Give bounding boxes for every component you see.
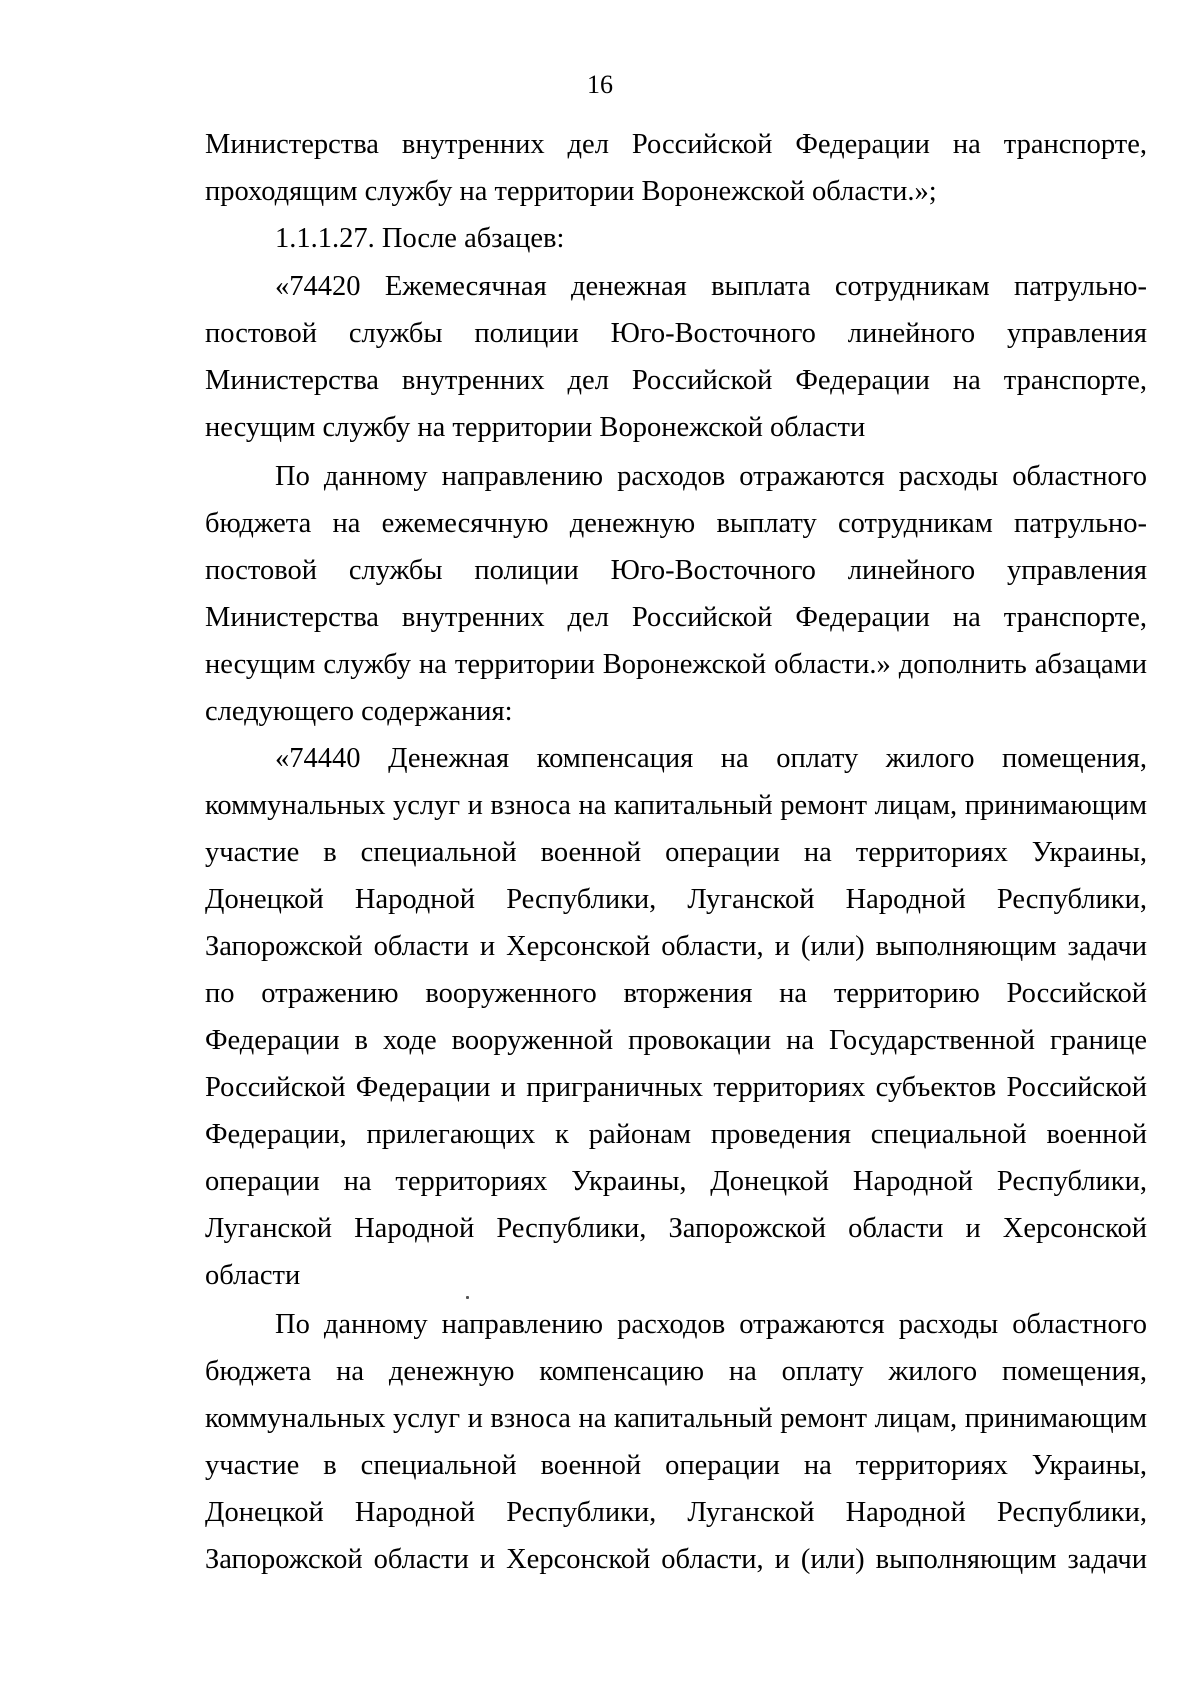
text-line: Министерства внутренних дел Российской Федерации на транспорте, [205, 129, 1147, 160]
text-line: Министерства внутренних дел Российской Федерации на транспорте, [205, 365, 1147, 396]
page-number: 16 [587, 70, 613, 99]
text-line: коммунальных услуг и взноса на капитальный ремонт лицам, принимающим [205, 790, 1147, 821]
text-line: Запорожской области и Херсонской области, и (или) выполняющим задачи [205, 931, 1147, 962]
text-line: Федерации в ходе вооруженной провокации на Государственной границе [205, 1025, 1147, 1056]
text-line: Запорожской области и Херсонской области, и (или) выполняющим задачи [205, 1544, 1147, 1575]
text-line: следующего содержания: [205, 696, 513, 727]
text-line: Федерации, прилегающих к районам проведения специальной военной [205, 1119, 1147, 1150]
text-line: Донецкой Народной Республики, Луганской Народной Республики, [205, 1497, 1147, 1528]
text-line: По данному направлению расходов отражаются расходы областного [275, 461, 1147, 492]
text-line: по отражению вооруженного вторжения на территорию Российской [205, 978, 1147, 1009]
text-line: 1.1.1.27. После абзацев: [275, 223, 565, 254]
text-line: операции на территориях Украины, Донецкой Народной Республики, [205, 1166, 1147, 1197]
text-line: проходящим службу на территории Воронежской области.»; [205, 176, 937, 207]
text-line: Донецкой Народной Республики, Луганской Народной Республики, [205, 884, 1147, 915]
text-line: участие в специальной военной операции на территориях Украины, [205, 1450, 1147, 1481]
text-line: постовой службы полиции Юго-Восточного линейного управления [205, 555, 1147, 586]
text-line: бюджета на ежемесячную денежную выплату сотрудникам патрульно- [205, 508, 1147, 539]
text-line: Российской Федерации и приграничных территориях субъектов Российской [205, 1072, 1147, 1103]
text-line: коммунальных услуг и взноса на капитальный ремонт лицам, принимающим [205, 1403, 1147, 1434]
text-line: области [205, 1260, 301, 1291]
text-line: бюджета на денежную компенсацию на оплату жилого помещения, [205, 1356, 1147, 1387]
text-line: Министерства внутренних дел Российской Федерации на транспорте, [205, 602, 1147, 633]
text-line: постовой службы полиции Юго-Восточного линейного управления [205, 318, 1147, 349]
text-line: «74420 Ежемесячная денежная выплата сотрудникам патрульно- [275, 271, 1147, 302]
scan-speck [466, 1296, 469, 1299]
text-line: Луганской Народной Республики, Запорожской области и Херсонской [205, 1213, 1147, 1244]
text-line: несущим службу на территории Воронежской области.» дополнить абзацами [205, 649, 1147, 680]
text-line: «74440 Денежная компенсация на оплату жилого помещения, [275, 743, 1147, 774]
text-line: По данному направлению расходов отражаются расходы областного [275, 1309, 1147, 1340]
text-line: несущим службу на территории Воронежской области [205, 412, 866, 443]
text-line: участие в специальной военной операции на территориях Украины, [205, 837, 1147, 868]
